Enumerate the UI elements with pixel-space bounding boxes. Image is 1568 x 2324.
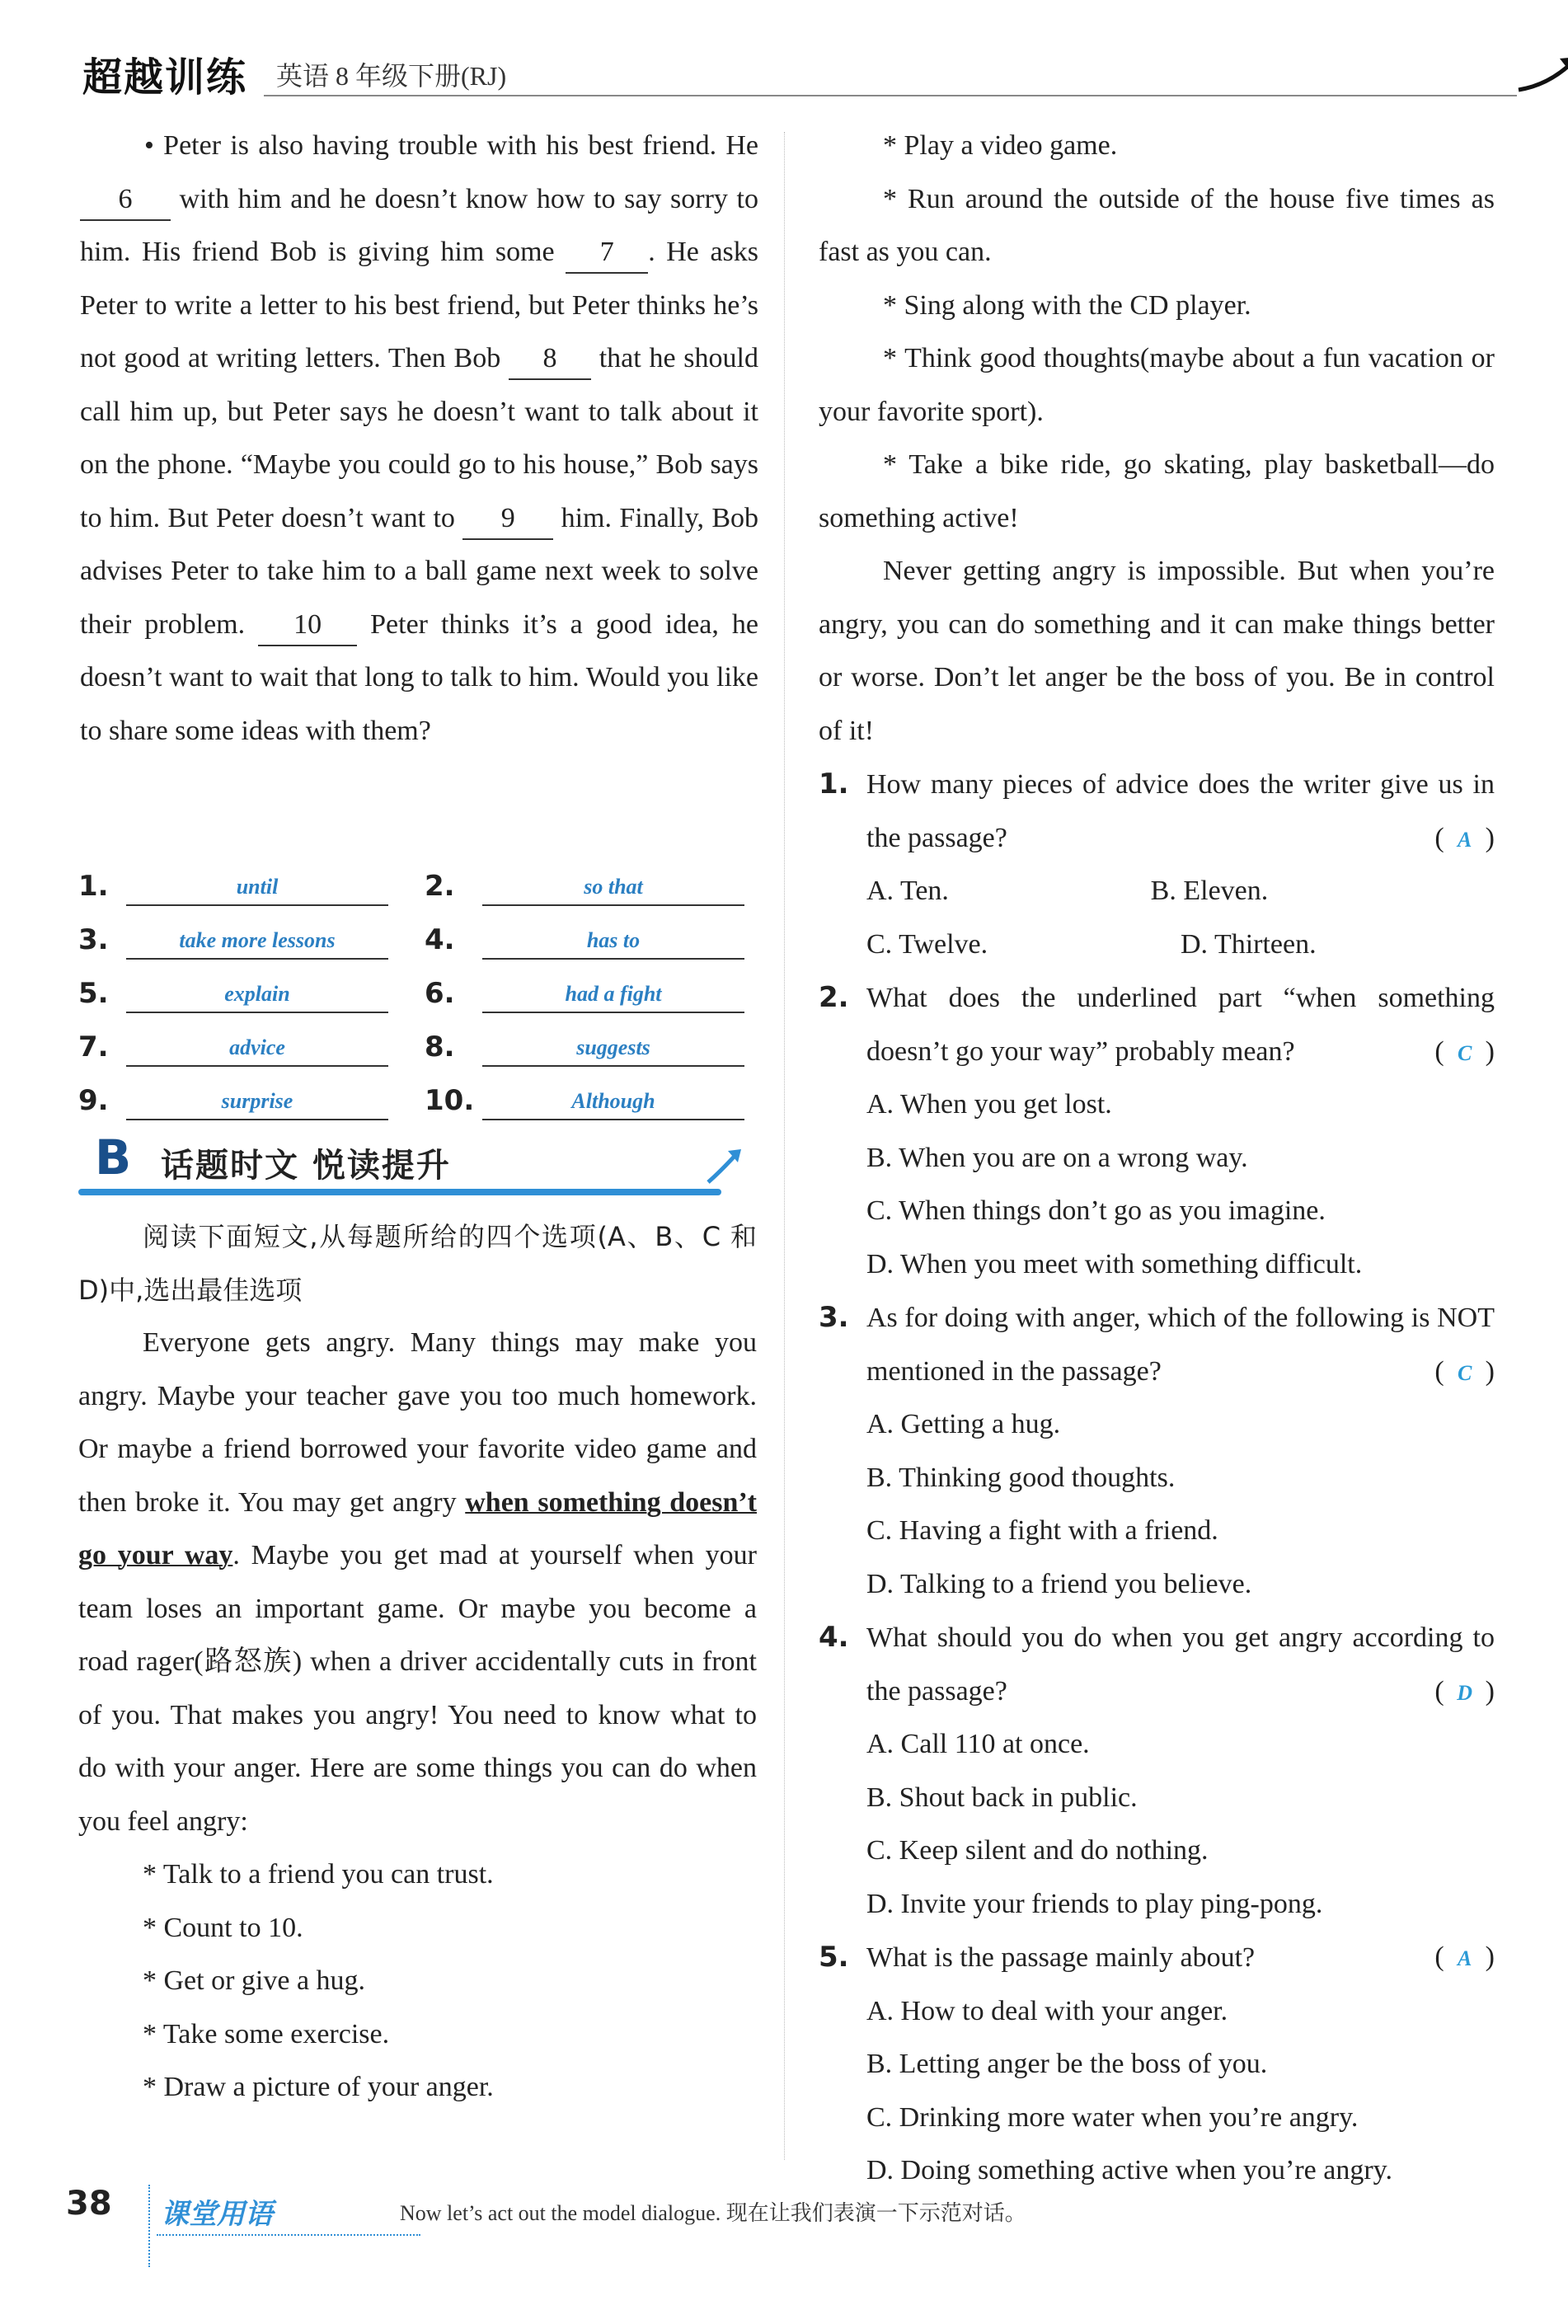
answer-row [78, 870, 763, 923]
advice-item: * Take some exercise. [143, 2018, 390, 2049]
answer-number: 8. [425, 1031, 455, 1063]
option: C. Drinking more water when you’re angry. [866, 2101, 1359, 2133]
question-list [819, 758, 1495, 2198]
advice-item: * Sing along with the CD player. [883, 289, 1251, 321]
option: B. Letting anger be the boss of you. [866, 2049, 1268, 2079]
header-rule [264, 95, 1517, 96]
advice-item: * Take a bike ride, go skating, play basketball—do something active! [819, 449, 1495, 533]
option: A. Getting a hug. [866, 1409, 1061, 1439]
cloze-blank: 10 [258, 605, 357, 646]
question-stem [819, 758, 1495, 865]
answer-parenthesis: ( A ) [1434, 1931, 1495, 1986]
answer-line: explain [126, 977, 388, 1013]
answer-letter: C [1458, 1360, 1472, 1385]
answer-number: 6. [425, 977, 455, 1010]
advice-item: * Talk to a friend you can trust. [143, 1859, 494, 1890]
question-text: As for doing with anger, which of the following is NOT mentioned in the passage? [866, 1303, 1495, 1387]
answer-number: 4. [425, 923, 455, 956]
page-footer [66, 2185, 1467, 2242]
answer-row [78, 1031, 763, 1084]
column-divider [784, 132, 785, 2160]
question-number: 2. [819, 981, 849, 1014]
option: B. When you are on a wrong way. [866, 1142, 1248, 1173]
cloze-text: Peter thinks it’s a good idea, he doesn’t want to wait that long to talk to him. Would you like to share some ideas with them? [80, 608, 758, 746]
question-text: What does the underlined part “when something doesn’t go your way” probably mean? [866, 983, 1495, 1067]
question-stem [819, 1611, 1495, 1718]
cloze-text: . He asks Peter to write a letter to his best friend, but Peter thinks he’s not good at writing letters. Then Bob [80, 237, 759, 373]
footer-rule [157, 2234, 420, 2236]
option: B. Thinking good thoughts. [866, 1462, 1176, 1493]
answer-line: Although [482, 1084, 744, 1120]
classroom-phrase-label: 课堂用语 [161, 2200, 273, 2230]
question-block [819, 758, 1495, 971]
advice-item: * Run around the outside of the house five times as fast as you can. [819, 183, 1495, 267]
subject-label: 英语 8 年级下册(RJ) [276, 61, 507, 91]
question-number: 5. [819, 1941, 849, 1974]
question-block [819, 971, 1495, 1291]
page-header [82, 45, 1509, 103]
answer-number: 10. [425, 1084, 475, 1117]
question-stem [819, 971, 1495, 1078]
option: D. Doing something active when you’re angry. [866, 2155, 1392, 2185]
option: D. Thirteen. [1181, 928, 1317, 960]
answer-line: surprise [126, 1084, 388, 1120]
answer-parenthesis: ( D ) [1434, 1665, 1495, 1721]
cloze-passage [80, 120, 758, 758]
reading-passage [78, 1210, 757, 2115]
question-block [819, 1931, 1495, 2198]
question-number: 1. [819, 768, 849, 800]
swoosh-arrow-icon [1517, 52, 1568, 93]
section-b-heading [78, 1129, 763, 1195]
answer-letter: A [1458, 827, 1472, 852]
answer-letter: A [1458, 1946, 1472, 1970]
cloze-paragraph [80, 120, 758, 758]
answer-line: had a fight [482, 977, 744, 1013]
option: C. Keep silent and do nothing. [866, 1835, 1209, 1866]
cloze-text: with him and he doesn’t know how to say sorry to him. His friend Bob is giving him some [80, 183, 758, 267]
option: D. Invite your friends to play ping-pong. [866, 1888, 1323, 1919]
answer-parenthesis: ( C ) [1434, 1345, 1495, 1401]
right-column [819, 120, 1495, 2198]
answer-parenthesis: ( A ) [1434, 812, 1495, 867]
option: C. When things don’t go as you imagine. [866, 1195, 1326, 1226]
answer-line: until [126, 870, 388, 906]
question-stem [819, 1291, 1495, 1398]
option: A. When you get lost. [866, 1089, 1112, 1120]
question-text: What should you do when you get angry according to the passage? [866, 1622, 1495, 1707]
advice-item: * Get or give a hug. [143, 1965, 366, 1996]
cloze-answer-grid [78, 870, 763, 1138]
underlined-phrase: when something doesn’t go your way [78, 1486, 758, 1570]
answer-line: has to [482, 923, 744, 960]
answer-line: take more lessons [126, 923, 388, 960]
section-arrow-icon [705, 1146, 746, 1187]
section-b-bar [78, 1189, 721, 1195]
option: B. Shout back in public. [866, 1782, 1138, 1813]
advice-item: * Draw a picture of your anger. [143, 2072, 494, 2102]
answer-number: 1. [78, 870, 109, 903]
cloze-blank: 7 [566, 232, 648, 274]
answer-number: 9. [78, 1084, 109, 1117]
cloze-blank: 6 [80, 180, 171, 221]
answer-letter: C [1458, 1040, 1472, 1065]
cloze-text: that he should call him up, but Peter says he doesn’t want to talk about it on the phone. “Maybe you could go to his house,” Bob says to him. But Peter doesn’t want to [80, 343, 758, 533]
option: A. How to deal with your anger. [866, 1995, 1228, 2026]
option: B. Eleven. [1150, 876, 1269, 906]
cloze-blank: 8 [509, 339, 591, 380]
answer-line: advice [126, 1031, 388, 1067]
question-number: 4. [819, 1621, 849, 1654]
option: A. Ten. [866, 876, 949, 906]
answer-row [78, 923, 763, 977]
answer-number: 3. [78, 923, 109, 956]
question-text: What is the passage mainly about? [866, 1942, 1256, 1973]
option: C. Having a fight with a friend. [866, 1515, 1218, 1546]
option: D. Talking to a friend you believe. [866, 1568, 1252, 1599]
question-number: 3. [819, 1301, 849, 1334]
answer-line: suggests [482, 1031, 744, 1067]
answer-line: so that [482, 870, 744, 906]
footer-divider [148, 2185, 150, 2267]
answer-number: 5. [78, 977, 109, 1010]
passage-text: Everyone gets angry. Many things may make you angry. Maybe your teacher gave you too much homework. Or maybe a friend borrowed your favorite video game and then broke it. You may get angry [78, 1327, 757, 1518]
cloze-text: him. Finally, Bob advises Peter to take him to a ball game next week to solve their problem. [80, 502, 759, 640]
option: D. When you meet with something difficult. [866, 1248, 1363, 1279]
instruction: 阅读下面短文,从每题所给的四个选项(A、B、C 和 D)中,选出最佳选项 [78, 1221, 757, 1306]
passage-paragraph [78, 1317, 757, 1848]
advice-item: * Count to 10. [143, 1912, 303, 1943]
closing-paragraph: Never getting angry is impossible. But when you’re angry, you can do something and it can make things better or worse. Don’t let anger be the boss of you. Be in control of it! [819, 556, 1495, 746]
passage-text: . Maybe you get mad at yourself when your team loses an important game. Or maybe you become a road rager(路怒族) when a driver accidentally cuts in front of you. That makes you angry! You need to know what to do with your anger. Here are some things you can do when you feel angry: [78, 1540, 757, 1837]
option-row [819, 918, 1495, 972]
question-block [819, 1291, 1495, 1611]
page-number: 38 [66, 2185, 112, 2223]
section-b-title: 话题时文 悦读提升 [161, 1147, 451, 1185]
cloze-blank: 9 [462, 499, 553, 540]
answer-number: 7. [78, 1031, 109, 1063]
advice-item: * Think good thoughts(maybe about a fun vacation or your favorite sport). [819, 343, 1495, 427]
section-b-letter: B [95, 1129, 132, 1185]
classroom-phrase: Now let’s act out the model dialogue. 现在让我们表演一下示范对话。 [400, 2201, 1026, 2225]
question-stem [819, 1931, 1495, 1985]
brand-title: 超越训练 [82, 54, 248, 101]
question-block [819, 1611, 1495, 1931]
advice-list [78, 1848, 757, 2115]
advice-item: * Play a video game. [883, 130, 1118, 161]
option-row [819, 865, 1434, 918]
question-text: How many pieces of advice does the writer give us in the passage? [866, 769, 1495, 853]
option: A. Call 110 at once. [866, 1729, 1090, 1759]
answer-row [78, 977, 763, 1031]
option: C. Twelve. [866, 928, 988, 960]
advice-list-continued [819, 120, 1495, 545]
answer-parenthesis: ( C ) [1434, 1026, 1495, 1081]
answer-letter: D [1457, 1680, 1473, 1705]
cloze-text: • Peter is also having trouble with his best friend. He [144, 130, 758, 161]
answer-number: 2. [425, 870, 455, 903]
